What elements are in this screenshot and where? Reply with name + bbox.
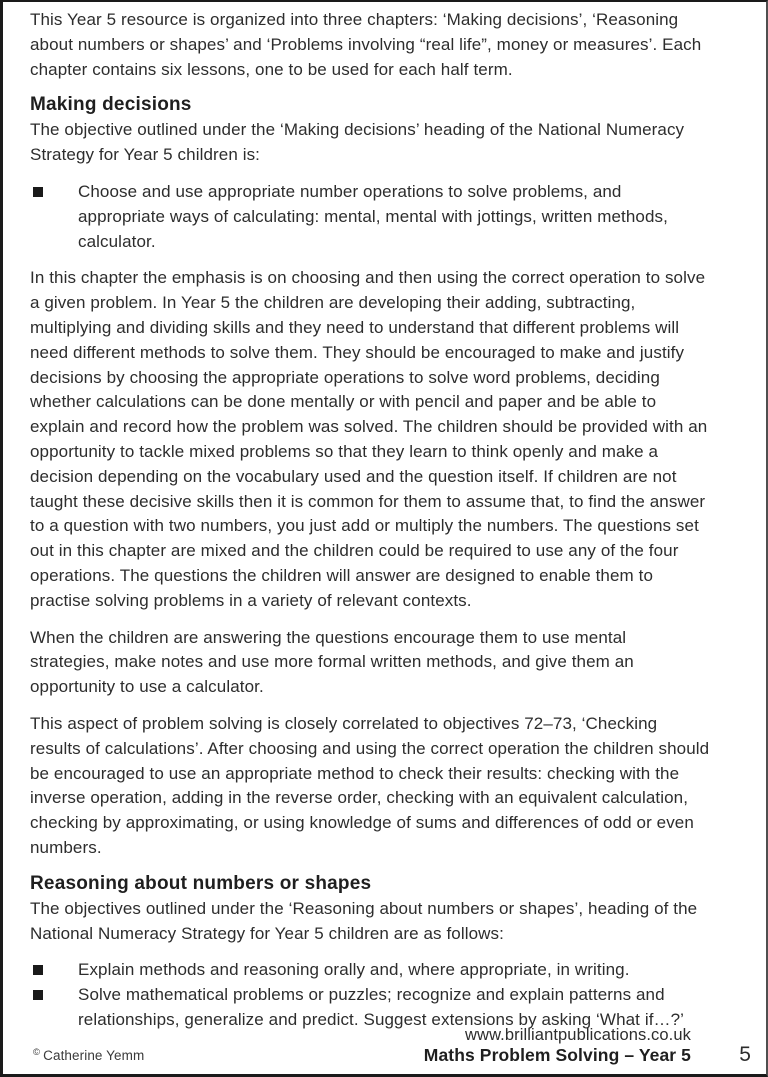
bullet-square-icon: [33, 187, 43, 197]
page-footer: [33, 1025, 751, 1066]
making-decisions-paragraph-1: In this chapter the emphasis is on choosing and then using the correct operation to solve a given problem. In Year 5 the children are developing their adding, subtracting, multiplying and dividing skills and they need to understand that different problems will need different methods to solve them. They should be encouraged to make and justify decisions by choosing the appropriate operations to solve word problems, deciding whether calculations can be done mentally or with pencil and paper and be able to explain and record how the problem was solved. The children should be provided with an opportunity to tackle mixed problems so that they learn to think openly and make a decision depending on the vocabulary used and the question itself. If children are not taught these decisive skills then it is common for them to assume that, to find the answer to a question with two numbers, you just add or multiply the numbers. The questions set out in this chapter are mixed and the children could be required to use any of the four operations. The questions the children will answer are designed to enable them to practise solving problems in a variety of relevant contexts.: [30, 268, 708, 610]
publisher-website: www.brilliantpublications.co.uk: [465, 1026, 691, 1044]
making-decisions-lead: The objective outlined under the ‘Making decisions’ heading of the National Numeracy Strategy for Year 5 children is:: [30, 120, 685, 165]
intro-paragraph: This Year 5 resource is organized into three chapters: ‘Making decisions’, ‘Reasoning about numbers or shapes’ and ‘Problems involving “real life”, money or measures’. Each chapter contains six lessons, one to be used for each half term.: [30, 10, 702, 79]
copyright-symbol: ©: [33, 1047, 41, 1058]
reasoning-lead: The objectives outlined under the ‘Reasoning about numbers or shapes’, heading of the National Numeracy Strategy for Year 5 children are as follows:: [30, 898, 698, 943]
bullet-square-icon: [33, 990, 43, 1000]
page-number: 5: [739, 1043, 751, 1066]
copyright-line: [33, 1044, 424, 1066]
book-title: Maths Problem Solving – Year 5: [423, 1045, 691, 1065]
author-name: Catherine Yemm: [43, 1048, 145, 1063]
bullet-square-icon: [33, 965, 43, 975]
bullet-text: Choose and use appropriate number operations to solve problems, and appropriate ways of calculating: mental, mental with jottings, written methods, calculator.: [78, 181, 668, 251]
bullet-text: Explain methods and reasoning orally and, where appropriate, in writing.: [78, 960, 630, 980]
making-decisions-bullet-list: [30, 180, 710, 254]
section-heading-making-decisions: Making decisions: [30, 94, 192, 116]
reasoning-bullet-list: [30, 958, 710, 1032]
making-decisions-paragraph-2: When the children are answering the questions encourage them to use mental strategies, make notes and use more formal written methods, and give them an opportunity to use a calculator.: [30, 627, 634, 697]
list-item: [30, 180, 710, 254]
bullet-text: Solve mathematical problems or puzzles; recognize and explain patterns and relationships, generalize and predict. Suggest extensions by asking ‘What if…?’: [78, 985, 685, 1029]
publisher-imprint: [424, 1025, 691, 1066]
section-heading-reasoning: Reasoning about numbers or shapes: [30, 872, 372, 894]
making-decisions-paragraph-3: This aspect of problem solving is closely correlated to objectives 72–73, ‘Checking results of calculations’. After choosing and using the correct operation the children should be encouraged to use an appropriate method to check their results: checking with the inverse operation, adding in the reverse order, checking with an equivalent calculation, checking by approximating, or using knowledge of sums and differences of odd or even numbers.: [30, 713, 710, 857]
list-item: [30, 958, 710, 983]
